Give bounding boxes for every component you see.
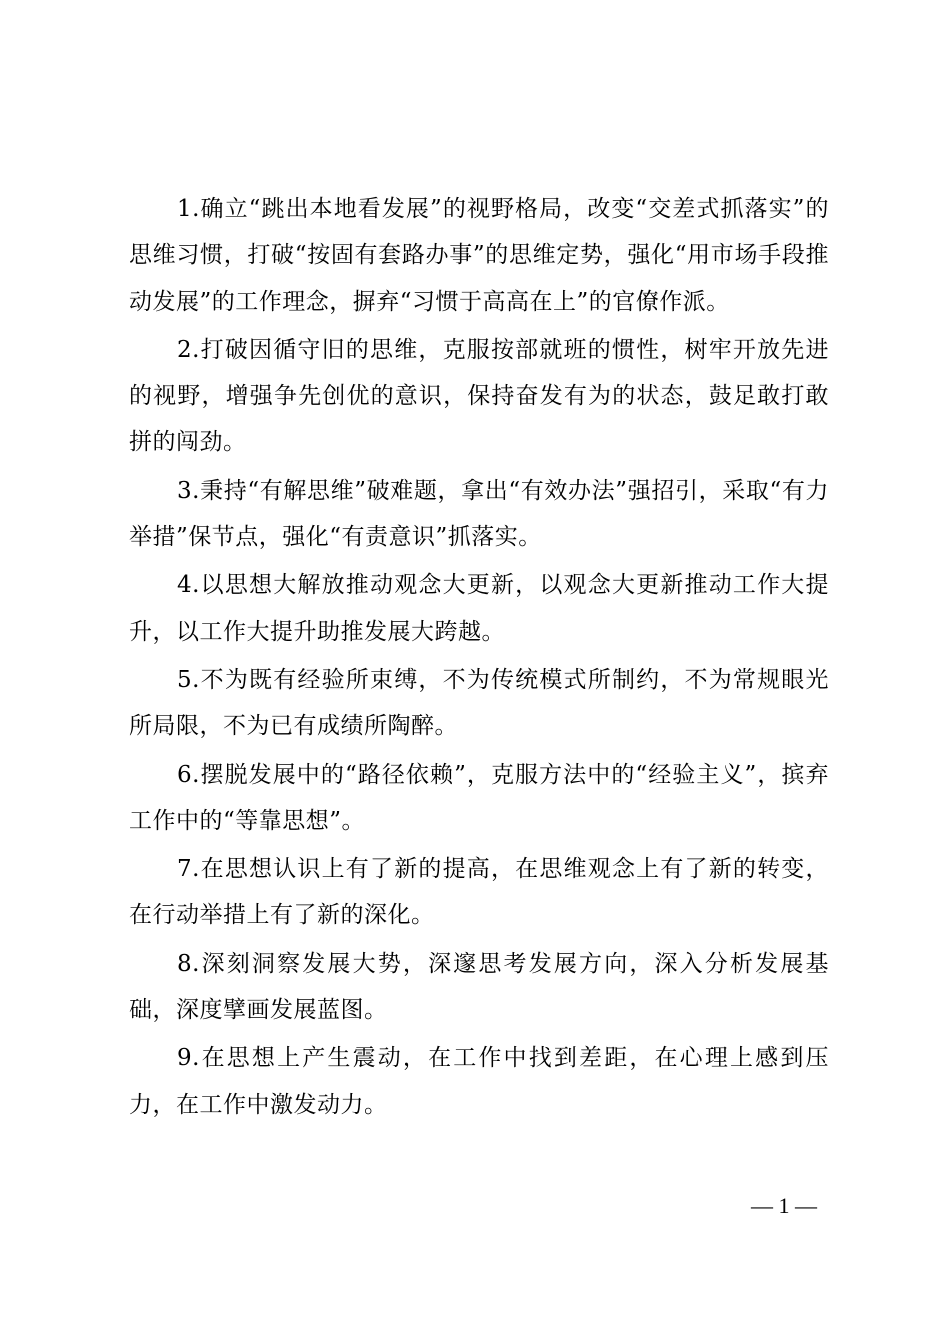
document-body [129,186,829,1130]
paragraph-1: 1.确立“跳出本地看发展”的视野格局，改变“交差式抓落实”的思维习惯，打破“按固有套路办事”的思维定势，强化“用市场手段推动发展”的工作理念，摒弃“习惯于高高在上”的官僚作派。 [129,196,829,315]
page-number: — 1 — [751,1193,817,1218]
paragraph-5: 5.不为既有经验所束缚，不为传统模式所制约，不为常规眼光所局限，不为已有成绩所陶醉。 [129,666,829,740]
paragraph-8: 8.深刻洞察发展大势，深邃思考发展方向，深入分析发展基础，深度擘画发展蓝图。 [129,950,829,1024]
paragraph-9: 9.在思想上产生震动，在工作中找到差距，在心理上感到压力，在工作中激发动力。 [129,1045,829,1118]
paragraph-7: 7.在思想认识上有了新的提高，在思维观念上有了新的转变，在行动举措上有了新的深化。 [129,856,829,929]
paragraph-6: 6.摆脱发展中的“路径依赖”，克服方法中的“经验主义”，摈弃工作中的“等靠思想”。 [129,761,829,834]
paragraph-2: 2.打破因循守旧的思维，克服按部就班的惯性，树牢开放先进的视野，增强争先创优的意识，保持奋发有为的状态，鼓足敢打敢拼的闯劲。 [129,336,829,456]
paragraph-4: 4.以思想大解放推动观念大更新，以观念大更新推动工作大提升，以工作大提升助推发展大跨越。 [129,572,829,645]
paragraph-3: 3.秉持“有解思维”破难题，拿出“有效办法”强招引，采取“有力举措”保节点，强化“有责意识”抓落实。 [129,477,829,551]
